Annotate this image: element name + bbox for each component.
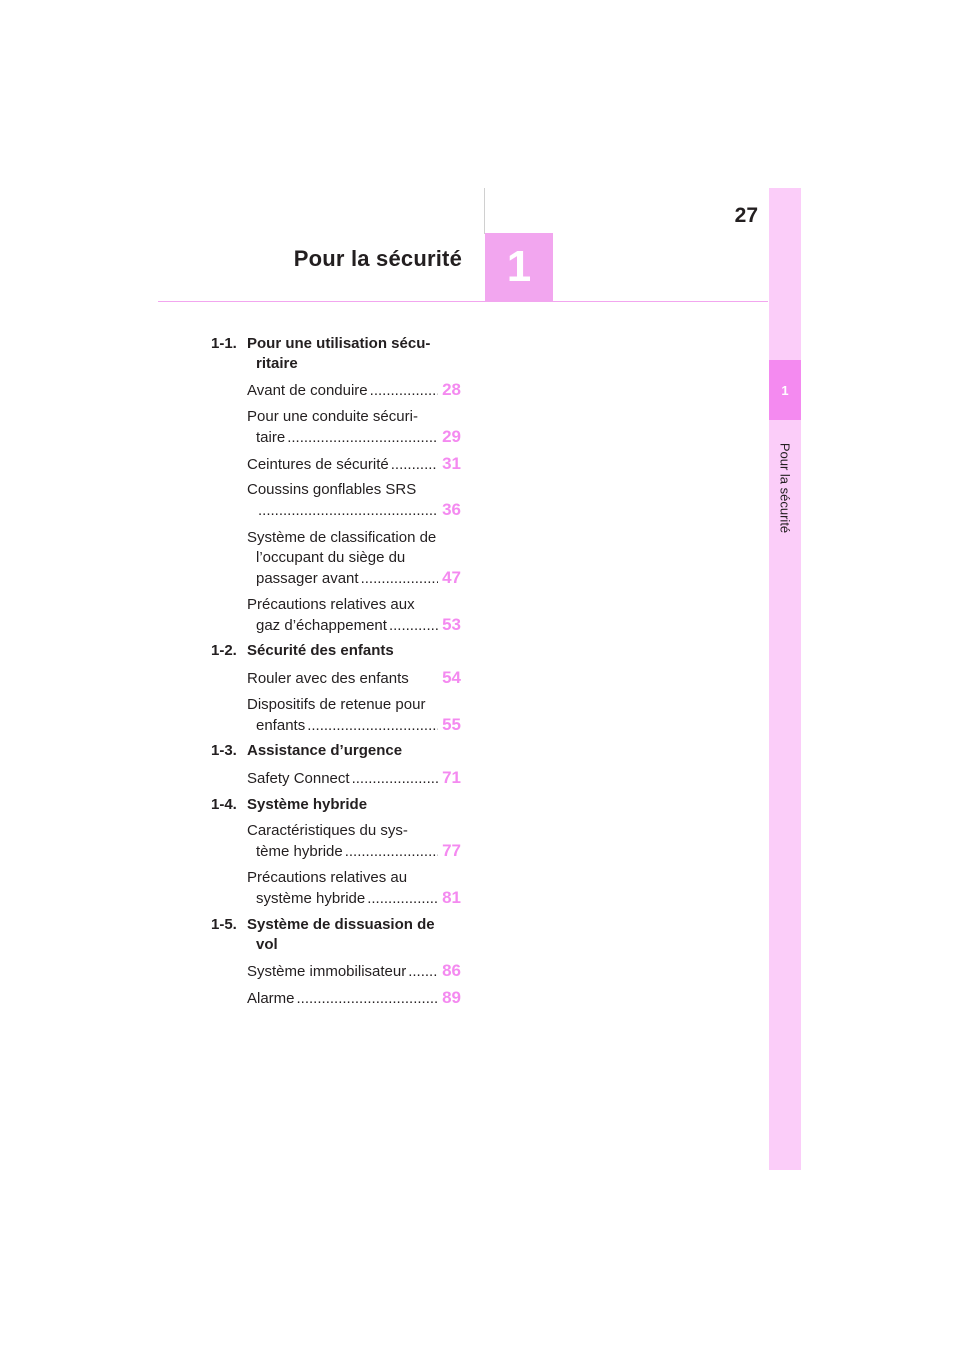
entry-text: Précautions relatives aux: [247, 596, 415, 613]
entry-text: Alarme: [247, 990, 295, 1007]
entry-text: tème hybride: [256, 843, 343, 860]
entry-text: Pour une conduite sécuri-: [247, 408, 418, 425]
leader-dots: [389, 616, 438, 636]
entry-text: système hybride: [256, 890, 366, 907]
leader-dots: [352, 769, 438, 789]
toc-section-heading[interactable]: [211, 795, 461, 815]
section-title-line-1: Système de dissuasion de: [247, 916, 435, 933]
section-title-line-1: Système hybride: [247, 796, 368, 813]
entry-text: Safety Connect: [247, 770, 350, 787]
section-number: 1-5.: [211, 916, 237, 933]
chapter-title: Pour la sécurité: [293, 246, 462, 271]
entry-page-link[interactable]: 81: [442, 888, 461, 907]
entry-text: Dispositifs de retenue pour: [247, 696, 426, 713]
entry-text: l’occupant du siège du: [256, 549, 406, 566]
entry-page-link[interactable]: 53: [442, 615, 461, 634]
entry-page-link[interactable]: 29: [442, 427, 461, 446]
page-number: 27: [734, 204, 758, 227]
toc-entry[interactable]: [247, 595, 461, 635]
section-number: 1-1.: [211, 335, 237, 352]
entry-page-link[interactable]: 71: [442, 768, 461, 787]
entry-text: Système de classification de: [247, 529, 437, 546]
entry-page-link[interactable]: 86: [442, 961, 461, 980]
leader-dots: [287, 428, 438, 448]
leader-dots: [307, 716, 438, 736]
toc-entry[interactable]: [247, 380, 461, 400]
toc-entry[interactable]: [247, 868, 461, 908]
section-title-line-2: vol: [256, 936, 278, 953]
entry-text: Avant de conduire: [247, 382, 368, 399]
toc-entry[interactable]: [247, 961, 461, 981]
entry-page-link[interactable]: 28: [442, 380, 461, 399]
leader-dots: [391, 455, 438, 475]
header-divider: [158, 301, 768, 302]
toc-section-heading[interactable]: [211, 641, 461, 661]
toc-section-heading[interactable]: [211, 334, 461, 374]
leader-dots: [297, 989, 438, 1009]
entry-text: taire: [256, 429, 286, 446]
toc-entry[interactable]: [247, 454, 461, 474]
section-title-line-1: Assistance d’urgence: [247, 742, 403, 759]
leader-dots: [361, 569, 438, 589]
toc-entry[interactable]: [247, 821, 461, 861]
leader-dots: [345, 842, 438, 862]
entry-text: passager avant: [256, 570, 359, 587]
leader-dots: [408, 962, 438, 982]
toc-section-heading[interactable]: [211, 741, 461, 761]
section-title-line-1: Pour une utilisation sécu-: [247, 335, 431, 352]
entry-text: Coussins gonflables SRS: [247, 481, 417, 498]
entry-page-link[interactable]: 77: [442, 841, 461, 860]
side-tab: [769, 188, 801, 1170]
entry-text: enfants: [256, 717, 306, 734]
entry-page-link[interactable]: 31: [442, 454, 461, 473]
toc-entry[interactable]: [247, 528, 461, 588]
entry-page-link[interactable]: 54: [442, 668, 461, 687]
entry-text: gaz d’échappement: [256, 617, 387, 634]
leader-dots: [367, 889, 438, 909]
toc-section-heading[interactable]: [211, 915, 461, 955]
entry-text: Ceintures de sécurité: [247, 456, 389, 473]
toc-entry[interactable]: [247, 768, 461, 788]
entry-page-link[interactable]: 55: [442, 715, 461, 734]
header-divider-vertical: [484, 188, 485, 234]
section-number: 1-4.: [211, 796, 237, 813]
entry-page-link[interactable]: 36: [442, 500, 461, 519]
entry-text: Rouler avec des enfants: [247, 670, 409, 687]
chapter-number-box: 1: [485, 233, 553, 301]
entry-text: Précautions relatives au: [247, 869, 408, 886]
section-title-line-1: Sécurité des enfants: [247, 642, 394, 659]
entry-page-link[interactable]: 89: [442, 988, 461, 1007]
entry-page-link[interactable]: 47: [442, 568, 461, 587]
side-tab-label: Pour la sécurité: [777, 442, 793, 534]
section-number: 1-3.: [211, 742, 237, 759]
toc-entry[interactable]: [247, 480, 461, 520]
toc-entry[interactable]: [247, 407, 461, 447]
section-number: 1-2.: [211, 642, 237, 659]
section-title-line-2: ritaire: [256, 355, 298, 372]
toc-entry[interactable]: [247, 988, 461, 1008]
leader-dots: [258, 501, 438, 521]
leader-dots: [370, 381, 438, 401]
toc-entry[interactable]: [247, 695, 461, 735]
side-tab-chapter-number[interactable]: 1: [769, 360, 801, 420]
toc-entry[interactable]: [247, 668, 461, 688]
entry-text: Système immobilisateur: [247, 963, 407, 980]
entry-text: Caractéristiques du sys-: [247, 822, 408, 839]
